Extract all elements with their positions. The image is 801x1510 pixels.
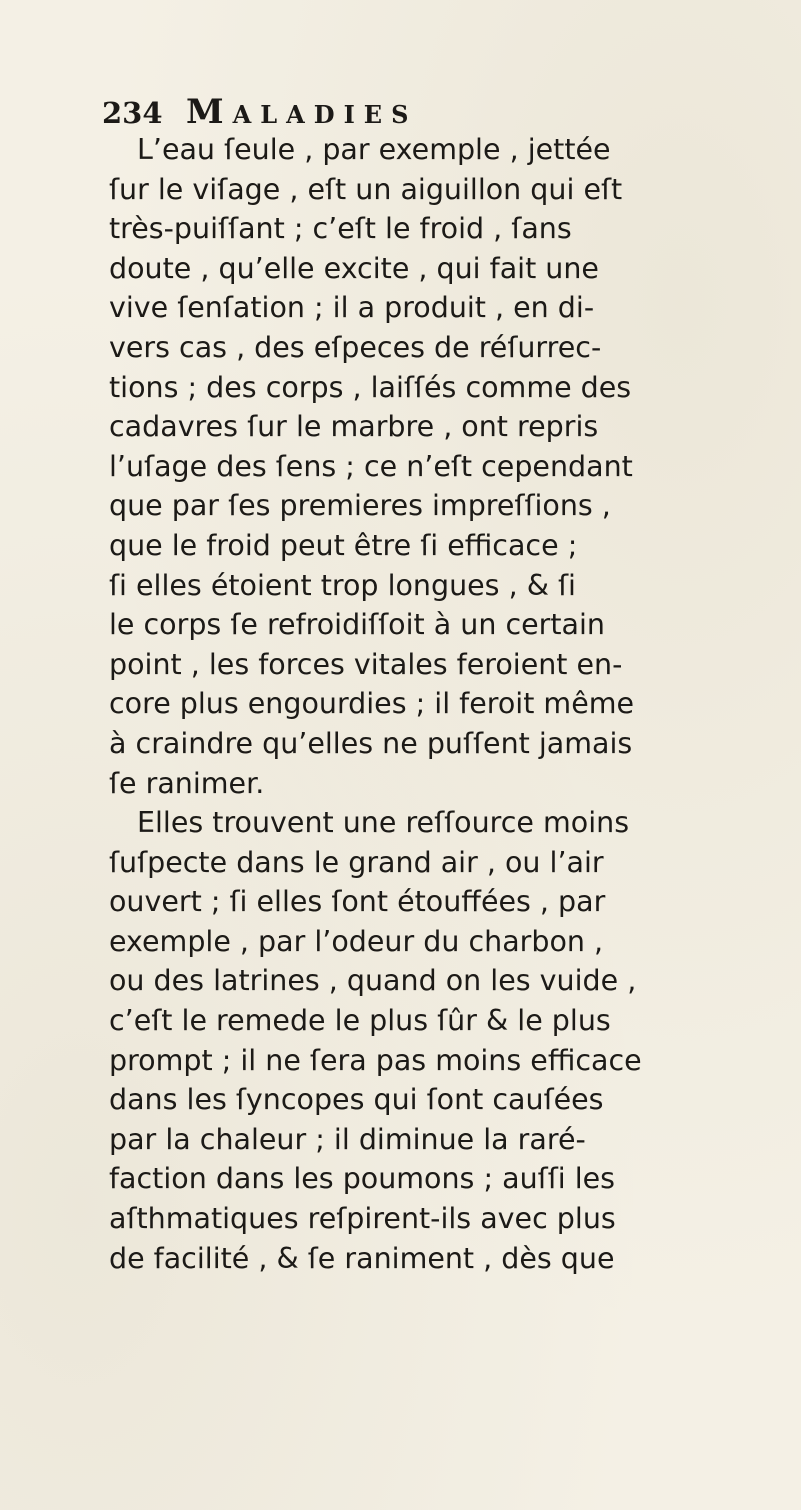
- text-line: que par ſes premieres impreſſions ,: [109, 489, 611, 523]
- text-line: ſi elles étoient trop longues , & ſi: [109, 568, 576, 602]
- running-title: Maladies: [186, 92, 418, 132]
- text-line: ſe ranimer.: [109, 766, 265, 800]
- text-line: point , les forces vitales feroient en-: [109, 647, 623, 681]
- text-line: l’uſage des ſens ; ce n’eſt cependant: [109, 449, 633, 483]
- text-line: doute , qu’elle excite , qui fait une: [109, 251, 599, 285]
- text-line: que le froid peut être ſi efficace ;: [109, 528, 578, 562]
- text-line: core plus engourdies ; il feroit même: [109, 687, 635, 721]
- text-line: faction dans les poumons ; auſſi les: [109, 1162, 616, 1196]
- text-line: le corps ſe refroidiſſoit à un certain: [109, 608, 605, 642]
- text-line: ouvert ; ſi elles ſont étouffées , par: [109, 885, 606, 919]
- page-number: 234: [102, 96, 163, 130]
- text-line: aſthmatiques reſpirent-ils avec plus: [109, 1202, 616, 1236]
- text-line: tions ; des corps , laiſſés comme des: [109, 370, 632, 404]
- text-line: L’eau ſeule , par exemple , jettée: [137, 133, 611, 166]
- text-line: à craindre qu’elles ne puſſent jamais: [109, 726, 633, 760]
- text-line: exemple , par l’odeur du charbon ,: [109, 924, 604, 958]
- text-line: ſur le viſage , eſt un aiguillon qui eſt: [109, 172, 623, 206]
- text-line: c’eſt le remede le plus ſûr & le plus: [109, 1004, 611, 1038]
- text-line: ou des latrines , quand on les vuide ,: [109, 964, 637, 998]
- text-line: de facilité , & ſe raniment , dès que: [109, 1241, 615, 1275]
- text-line: ſuſpecte dans le grand air , ou l’air: [109, 845, 604, 879]
- text-line: cadavres ſur le marbre , ont repris: [109, 410, 599, 444]
- text-line: vers cas , des eſpeces de réſurrec-: [109, 330, 602, 364]
- body-text: [109, 130, 801, 1278]
- text-line: Elles trouvent une reſſource moins: [137, 806, 630, 840]
- text-line: prompt ; il ne ſera pas moins efficace: [109, 1043, 642, 1077]
- text-line: dans les ſyncopes qui ſont cauſées: [109, 1083, 604, 1117]
- page-header: [102, 92, 417, 132]
- text-line: vive ſenſation ; il a produit , en di-: [109, 291, 595, 325]
- text-line: par la chaleur ; il diminue la raré-: [109, 1122, 586, 1156]
- text-line: très-puiſſant ; c’eſt le froid , ſans: [109, 212, 572, 246]
